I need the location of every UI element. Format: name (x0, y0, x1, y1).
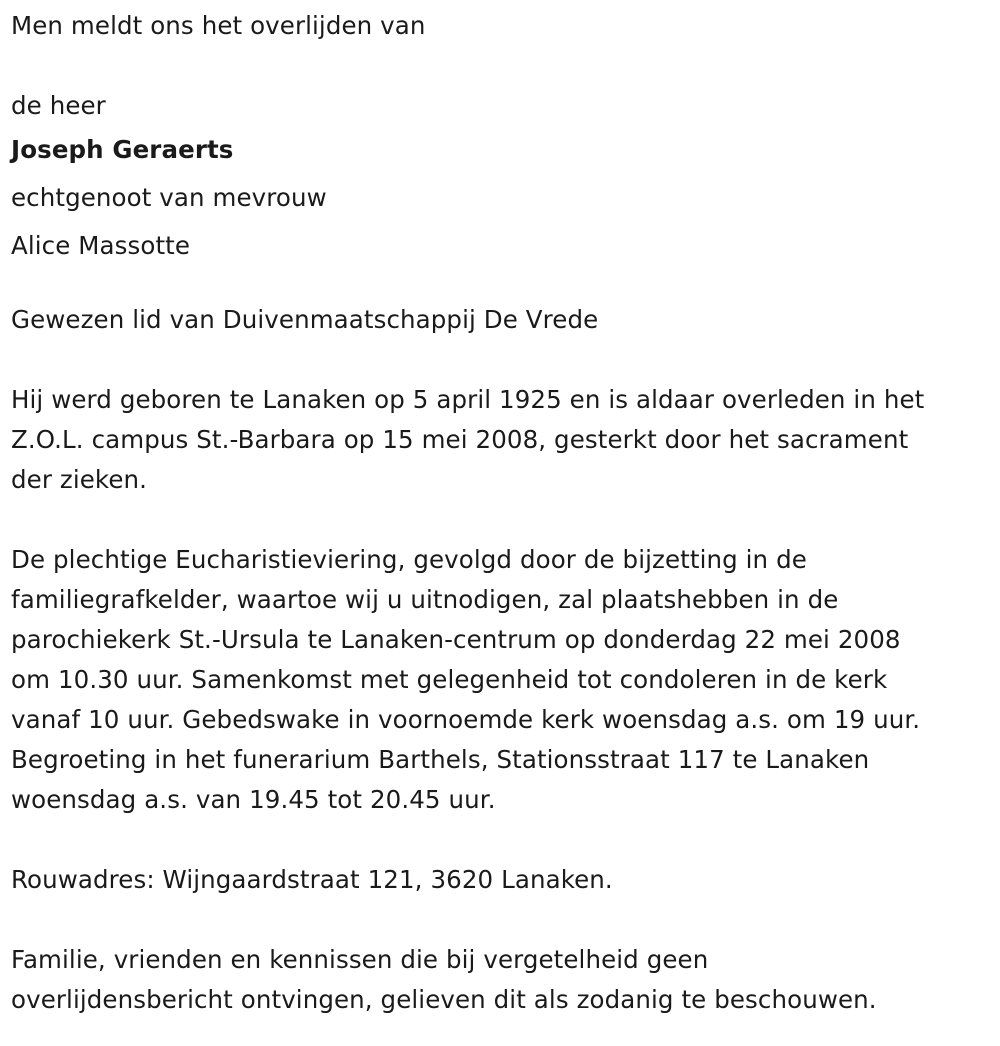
deceased-name: Joseph Geraerts (11, 135, 234, 164)
intro-text: Men meldt ons het overlijden van (11, 11, 426, 40)
paragraph-line: parochiekerk St.-Ursula te Lanaken-centrum op donderdag 22 mei 2008 (11, 625, 901, 654)
spouse-label: echtgenoot van mevrouw (11, 183, 327, 212)
paragraph-line: woensdag a.s. van 19.45 tot 20.45 uur. (11, 785, 496, 814)
ceremony-paragraph (11, 540, 1000, 820)
paragraph-line: overlijdensbericht ontvingen, gelieven dit als zodanig te beschouwen. (11, 985, 877, 1014)
spouse-name: Alice Massotte (11, 231, 191, 260)
closing-paragraph (11, 940, 1000, 1020)
paragraph-line: om 10.30 uur. Samenkomst met gelegenheid tot condoleren in de kerk (11, 665, 888, 694)
mourning-address: Rouwadres: Wijngaardstraat 121, 3620 Lanaken. (11, 865, 613, 894)
paragraph-line: Begroeting in het funerarium Barthels, Stationsstraat 117 te Lanaken (11, 745, 870, 774)
paragraph-line: De plechtige Eucharistieviering, gevolgd door de bijzetting in de (11, 545, 807, 574)
paragraph-line: Z.O.L. campus St.-Barbara op 15 mei 2008, gesterkt door het sacrament (11, 425, 909, 454)
paragraph-line: Familie, vrienden en kennissen die bij vergetelheid geen (11, 945, 709, 974)
birth-death-paragraph (11, 380, 1000, 500)
paragraph-line: der zieken. (11, 465, 148, 494)
paragraph-line: Hij werd geboren te Lanaken op 5 april 1925 en is aldaar overleden in het (11, 385, 925, 414)
paragraph-line: vanaf 10 uur. Gebedswake in voornoemde kerk woensdag a.s. om 19 uur. (11, 705, 921, 734)
paragraph-line: familiegrafkelder, waartoe wij u uitnodigen, zal plaatshebben in de (11, 585, 839, 614)
membership-text: Gewezen lid van Duivenmaatschappij De Vrede (11, 305, 599, 334)
salutation-text: de heer (11, 91, 106, 120)
